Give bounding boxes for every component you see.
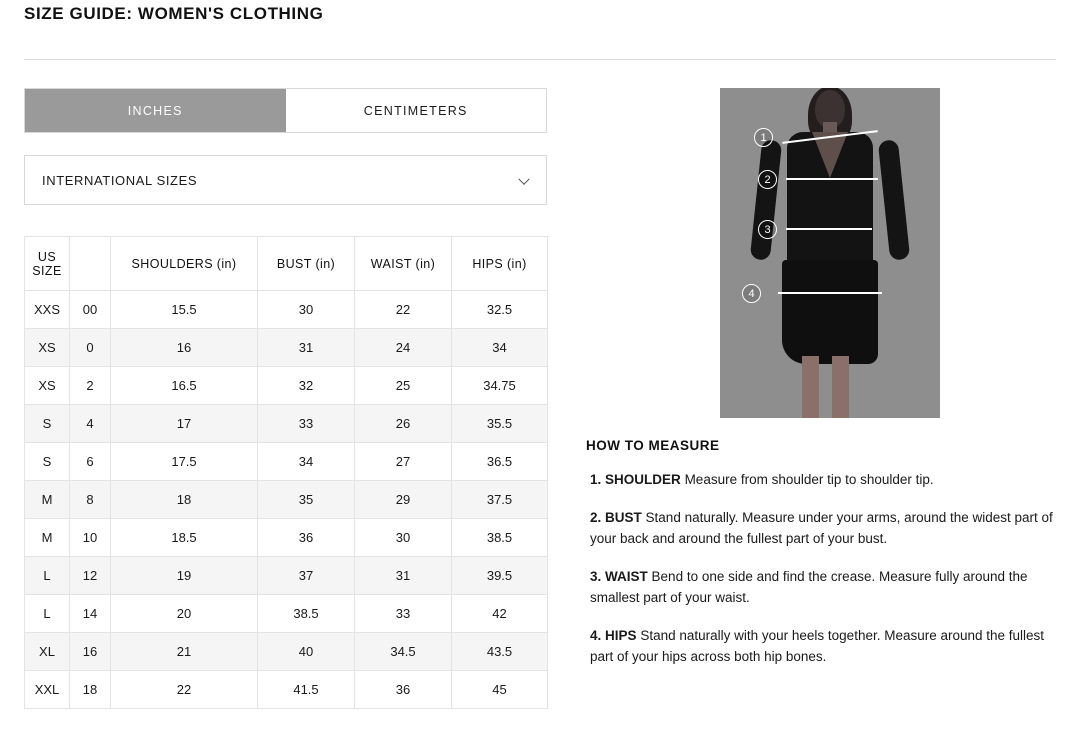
cell-numeric-size: 16 (70, 633, 111, 671)
cell-shoulders: 17.5 (111, 443, 258, 481)
cell-shoulders: 22 (111, 671, 258, 709)
cell-bust: 32 (258, 367, 355, 405)
cell-numeric-size: 8 (70, 481, 111, 519)
cell-shoulders: 19 (111, 557, 258, 595)
size-system-select[interactable] (24, 155, 547, 205)
cell-numeric-size: 12 (70, 557, 111, 595)
size-table-head (25, 237, 548, 291)
size-system-selected-value: INTERNATIONAL SIZES (42, 172, 198, 188)
table-row (25, 291, 548, 329)
item-term: BUST (605, 509, 642, 525)
waist-measure-line (786, 228, 872, 230)
header-bust: BUST (in) (258, 237, 355, 291)
cell-waist: 30 (355, 519, 452, 557)
size-chart-panel (24, 88, 547, 709)
cell-hips: 43.5 (452, 633, 548, 671)
cell-waist: 26 (355, 405, 452, 443)
chevron-down-icon (518, 174, 529, 185)
bust-measure-line (786, 178, 878, 180)
cell-shoulders: 21 (111, 633, 258, 671)
marker-2-badge: 2 (758, 170, 777, 189)
table-header-row (25, 237, 548, 291)
cell-shoulders: 17 (111, 405, 258, 443)
cell-bust: 35 (258, 481, 355, 519)
unit-toggle[interactable] (24, 88, 547, 133)
cell-hips: 45 (452, 671, 548, 709)
cell-shoulders: 18 (111, 481, 258, 519)
cell-us-size: XXL (25, 671, 70, 709)
item-text: Stand naturally with your heels together. Measure around the fullest part of your hips across both hip bones. (590, 627, 1045, 664)
table-row (25, 481, 548, 519)
cell-bust: 36 (258, 519, 355, 557)
figure-right-arm (878, 139, 910, 260)
table-row (25, 405, 548, 443)
cell-waist: 29 (355, 481, 452, 519)
item-term: HIPS (605, 627, 637, 643)
size-table-body (25, 291, 548, 709)
cell-hips: 34 (452, 329, 548, 367)
how-to-measure-item-shoulder (586, 470, 1066, 491)
item-number: 3. (590, 568, 602, 584)
cell-us-size: S (25, 443, 70, 481)
item-text: Bend to one side and find the crease. Measure fully around the smallest part of your waist. (590, 568, 1028, 605)
cell-bust: 37 (258, 557, 355, 595)
measure-guide-panel (586, 88, 1066, 667)
header-shoulders: SHOULDERS (in) (111, 237, 258, 291)
cell-hips: 37.5 (452, 481, 548, 519)
cell-numeric-size: 00 (70, 291, 111, 329)
how-to-measure-item-hips (586, 626, 1066, 668)
figure-right-leg (832, 356, 849, 418)
header-waist: WAIST (in) (355, 237, 452, 291)
cell-us-size: XXS (25, 291, 70, 329)
cell-us-size: M (25, 519, 70, 557)
table-row (25, 519, 548, 557)
marker-4-badge: 4 (742, 284, 761, 303)
figure-left-arm (750, 139, 782, 260)
cell-hips: 39.5 (452, 557, 548, 595)
cell-waist: 31 (355, 557, 452, 595)
cell-bust: 40 (258, 633, 355, 671)
cell-hips: 34.75 (452, 367, 548, 405)
how-to-measure-title: HOW TO MEASURE (586, 438, 720, 453)
cell-numeric-size: 6 (70, 443, 111, 481)
cell-waist: 24 (355, 329, 452, 367)
cell-shoulders: 15.5 (111, 291, 258, 329)
header-divider (24, 59, 1056, 60)
table-row (25, 557, 548, 595)
cell-waist: 33 (355, 595, 452, 633)
page-title: SIZE GUIDE: WOMEN'S CLOTHING (24, 4, 324, 23)
cell-waist: 36 (355, 671, 452, 709)
hips-measure-line (778, 292, 882, 294)
cell-shoulders: 18.5 (111, 519, 258, 557)
tab-inches[interactable]: INCHES (25, 89, 286, 132)
marker-3-badge: 3 (758, 220, 777, 239)
cell-shoulders: 16.5 (111, 367, 258, 405)
cell-hips: 36.5 (452, 443, 548, 481)
cell-us-size: XS (25, 329, 70, 367)
cell-bust: 33 (258, 405, 355, 443)
tab-centimeters[interactable]: CENTIMETERS (286, 89, 547, 132)
model-figure-image (720, 88, 940, 418)
cell-hips: 38.5 (452, 519, 548, 557)
item-term: SHOULDER (605, 472, 681, 487)
cell-us-size: L (25, 595, 70, 633)
cell-bust: 30 (258, 291, 355, 329)
cell-shoulders: 16 (111, 329, 258, 367)
header-numeric-size (70, 237, 111, 291)
cell-us-size: XL (25, 633, 70, 671)
figure-left-leg (802, 356, 819, 418)
size-table (24, 236, 548, 709)
cell-numeric-size: 14 (70, 595, 111, 633)
item-text: Stand naturally. Measure under your arms, around the widest part of your back and around the fullest part of your bust. (590, 509, 1053, 546)
figure-dress-skirt (782, 260, 878, 364)
item-number: 4. (590, 627, 602, 643)
cell-hips: 42 (452, 595, 548, 633)
table-row (25, 633, 548, 671)
cell-bust: 34 (258, 443, 355, 481)
cell-waist: 22 (355, 291, 452, 329)
item-term: WAIST (605, 568, 648, 584)
cell-waist: 27 (355, 443, 452, 481)
header-us-size: US SIZE (25, 237, 70, 291)
cell-waist: 34.5 (355, 633, 452, 671)
table-row (25, 595, 548, 633)
cell-hips: 32.5 (452, 291, 548, 329)
item-text: Measure from shoulder tip to shoulder tip. (684, 472, 934, 487)
cell-waist: 25 (355, 367, 452, 405)
table-row (25, 443, 548, 481)
cell-hips: 35.5 (452, 405, 548, 443)
how-to-measure-item-bust (586, 508, 1066, 550)
cell-bust: 31 (258, 329, 355, 367)
cell-shoulders: 20 (111, 595, 258, 633)
how-to-measure-item-waist (586, 567, 1066, 609)
cell-us-size: M (25, 481, 70, 519)
item-number: 1. (590, 472, 602, 487)
cell-numeric-size: 0 (70, 329, 111, 367)
item-number: 2. (590, 509, 602, 525)
marker-1-badge: 1 (754, 128, 773, 147)
cell-numeric-size: 18 (70, 671, 111, 709)
table-row (25, 671, 548, 709)
header-hips: HIPS (in) (452, 237, 548, 291)
table-row (25, 367, 548, 405)
cell-us-size: S (25, 405, 70, 443)
cell-bust: 38.5 (258, 595, 355, 633)
cell-bust: 41.5 (258, 671, 355, 709)
cell-numeric-size: 10 (70, 519, 111, 557)
cell-numeric-size: 2 (70, 367, 111, 405)
cell-us-size: L (25, 557, 70, 595)
cell-us-size: XS (25, 367, 70, 405)
cell-numeric-size: 4 (70, 405, 111, 443)
table-row (25, 329, 548, 367)
